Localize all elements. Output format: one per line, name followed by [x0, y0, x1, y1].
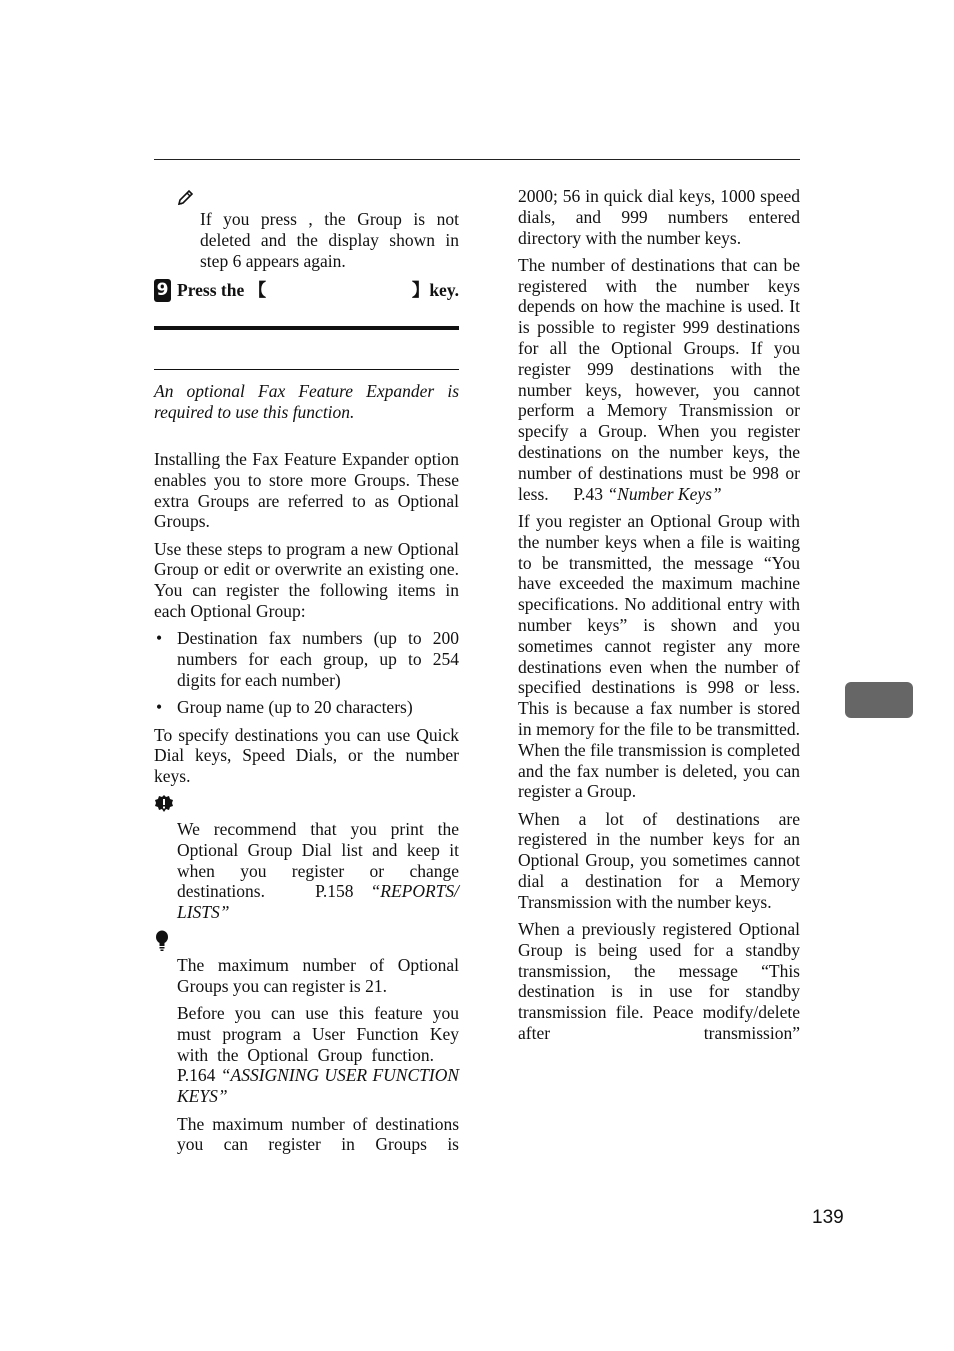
right-para-1: 2000; 56 in quick dial keys, 1000 speed dials, and 999 numbers entered directory with the number keys. [518, 186, 800, 248]
requirement-note: An optional Fax Feature Expander is required to use this function. [154, 381, 459, 423]
limitation-para-1: The maximum number of Optional Groups you can register is 21. [177, 954, 459, 996]
header-rule [154, 159, 800, 160]
step-number: 9 [154, 279, 171, 302]
program-paragraph: Use these steps to program a new Optional Group or edit or overwrite an existing one. You can register the following items in each Optional Group: [154, 538, 459, 622]
right-body-2: The number of destinations that can be registered with the number keys depends on how the machine is used. It is possible to register 999 destinations for all the Optional Groups. If you register 999 destinations with the number keys, however, you cannot perform a Memory Transmission or specify a Group. When you register destinations on the number keys, the number of destinations must be 998 or less. [518, 254, 800, 504]
left-column [154, 188, 459, 1162]
limitation-ref-page: P.164 [177, 1065, 216, 1086]
step-9 [154, 279, 459, 302]
pencil-note-icon [176, 188, 196, 208]
important-icon [154, 794, 174, 814]
number-keys-ref-link[interactable]: “Number Keys” [607, 483, 722, 504]
intro-paragraph: Installing the Fax Feature Expander option enables you to store more Groups. These extra Groups are referred to as Optional Groups. [154, 448, 459, 532]
right-column [518, 186, 800, 1050]
right-para-2 [518, 255, 800, 505]
step-text [177, 280, 459, 301]
lightbulb-limitation-icon [154, 930, 174, 952]
list-item: • Group name (up to 20 characters) [154, 697, 459, 718]
note-text: If you press , the Group is not deleted and the display shown in step 6 appears again. [200, 209, 459, 271]
step-text-after: key. [429, 280, 459, 301]
section-heavy-rule [154, 326, 459, 330]
left-bracket-icon: 【 [248, 280, 267, 301]
registrable-items-list [154, 628, 459, 718]
limitation-ref-link[interactable]: “ASSIGNING USER FUNCTION KEYS” [177, 1065, 459, 1107]
limitation-body-2: Before you can use this feature you must program a User Function Key with the Optional Group function. [177, 1003, 459, 1065]
page-number: 139 [812, 1207, 844, 1228]
limitation-para-3: The maximum number of destinations you can register in Groups is [177, 1113, 459, 1155]
right-ref-page: P.43 [573, 483, 604, 504]
right-para-3: If you register an Optional Group with the number keys when a file is waiting to be transmitted, the message “You have exceeded the maximum machine specifications. No additional entry with number keys” is shown and you sometimes cannot register any more destinations even when the number of specified destinations is 998 or less. This is because a fax number is stored in memory for the file to be transmitted. When the file transmission is completed and the fax number is deleted, you can register a Group. [518, 510, 800, 802]
specify-paragraph: To specify destinations you can use Quick Dial keys, Speed Dials, or the number keys. [154, 724, 459, 787]
limitation-icon-row [154, 930, 459, 950]
right-para-4: When a lot of destinations are registered in the number keys for an Optional Group, you sometimes cannot dial a destination for a Memory Transmission with the number keys. [518, 808, 800, 912]
right-bracket-icon: 】 [411, 280, 430, 301]
right-para-5: When a previously registered Optional Group is being used for a standby transmission, the message “This destination is in use for standby transmission file. Peace modify/delete after transmission” [518, 919, 800, 1044]
step-text-before: Press the [177, 280, 245, 301]
important-ref-page: P.158 [315, 881, 354, 902]
important-text [177, 819, 459, 923]
list-item: • Destination fax numbers (up to 200 numbers for each group, up to 254 digits for each number) [154, 628, 459, 690]
important-icon-row [154, 794, 459, 814]
important-body: We recommend that you print the Optional Group Dial list and keep it when you register or change destinations. [177, 818, 459, 902]
section-thin-rule [154, 369, 459, 370]
chapter-tab [845, 682, 913, 718]
important-ref-link[interactable]: “REPORTS/ LISTS” [177, 881, 460, 923]
limitation-para-2 [177, 1003, 459, 1107]
